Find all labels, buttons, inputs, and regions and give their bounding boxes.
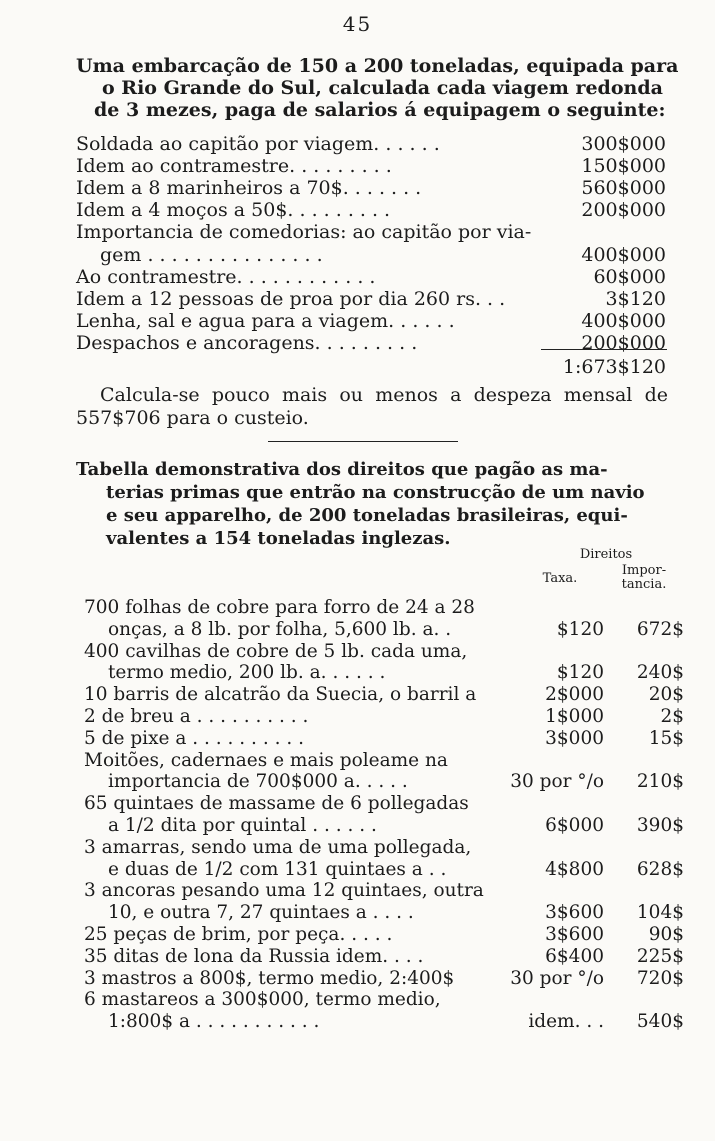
table-cell-description: 3 amarras, sendo uma de uma pollegada,: [84, 836, 472, 858]
heading-line: e seu apparelho, de 200 toneladas brasileiras, equi-: [106, 505, 628, 526]
heading-line: o Rio Grande do Sul, calculada cada viagem redonda: [102, 77, 663, 99]
heading-line: terias primas que entrão na construcção de um navio: [106, 482, 645, 503]
table-cell-taxa: 30 por °/o: [510, 771, 604, 793]
wage-label: Idem a 12 pessoas de proa por dia 260 rs. . .: [76, 287, 506, 310]
heading-line: Uma embarcação de 150 a 200 toneladas, equipada para: [76, 55, 679, 77]
table-cell-description: 3 mastros a 800$, termo medio, 2:400$: [84, 967, 455, 989]
table-cell-description: 6 mastareos a 300$000, termo medio,: [84, 989, 441, 1011]
table-cell-description: termo medio, 200 lb. a. . . . . .: [108, 662, 386, 684]
wage-label: Importancia de comedorias: ao capitão por via-: [76, 221, 532, 244]
table-cell-description: 25 peças de brim, por peça. . . . .: [84, 924, 393, 945]
table-cell-description: 5 de pixe a . . . . . . . . . .: [84, 727, 304, 749]
table-heading: [76, 458, 668, 550]
wage-label: Idem a 8 marinheiros a 70$. . . . . . .: [76, 177, 422, 200]
table-cell-importancia: 210$: [636, 771, 684, 793]
table-cell-taxa: 3$600: [545, 902, 604, 924]
table-cell-description: 35 ditas de lona da Russia idem. . . .: [84, 945, 424, 967]
table-cell-taxa: 3$600: [545, 924, 604, 945]
table-cell-taxa: 4$800: [545, 858, 604, 880]
wage-amount: 200$000: [581, 199, 666, 222]
wage-label: Idem a 4 moços a 50$. . . . . . . . .: [76, 199, 391, 222]
wage-amount: 400$000: [581, 243, 666, 266]
page-number: 45: [342, 12, 373, 36]
table-cell-description: 3 ancoras pesando uma 12 quintaes, outra: [84, 880, 484, 902]
wage-amount: 3$120: [605, 287, 666, 310]
table-cell-importancia: 540$: [636, 1011, 684, 1033]
table-cell-taxa: 6$400: [545, 945, 604, 967]
table-cell-importancia: 628$: [636, 858, 684, 880]
table-cell-importancia: 225$: [636, 945, 684, 967]
table-cell-description: 400 cavilhas de cobre de 5 lb. cada uma,: [84, 640, 468, 662]
wage-amount: 560$000: [581, 177, 666, 200]
col-header-importancia: [612, 564, 676, 592]
table-cell-description: 1:800$ a . . . . . . . . . . .: [108, 1011, 320, 1033]
table-cell-importancia: 672$: [636, 618, 684, 640]
table-cell-taxa: 3$000: [545, 727, 604, 749]
wage-label: Idem ao contramestre. . . . . . . . .: [76, 155, 392, 178]
table-cell-description: Moitões, cadernaes e mais poleame na: [84, 749, 448, 771]
wage-label: Despachos e ancoragens. . . . . . . . .: [76, 331, 418, 354]
col-header-taxa: Taxa.: [542, 571, 578, 586]
wage-label: Soldada ao capitão por viagem. . . . . .: [76, 133, 440, 155]
paragraph-line: 557$706 para o custeio.: [76, 407, 309, 429]
table-cell-taxa: 6$000: [545, 815, 604, 836]
table-cell-importancia: 720$: [636, 967, 684, 989]
table-cell-description: 10 barris de alcatrão da Suecia, o barril a: [84, 684, 477, 706]
wage-amount: 200$000: [581, 331, 666, 354]
table-cell-taxa: 1$000: [545, 706, 604, 727]
wage-label: gem . . . . . . . . . . . . . . .: [100, 243, 323, 266]
table-cell-description: 65 quintaes de massame de 6 pollegadas: [84, 793, 469, 815]
section-heading: [76, 55, 679, 121]
heading-line: valentes a 154 toneladas inglezas.: [106, 528, 451, 549]
paragraph-line: Calcula-se pouco mais ou menos a despeza mensal de: [100, 384, 668, 406]
wage-amount: 300$000: [581, 133, 666, 155]
table-cell-taxa: 30 por °/o: [510, 967, 604, 989]
wage-amount: 150$000: [581, 155, 666, 178]
wage-label: Ao contramestre. . . . . . . . . . . .: [76, 265, 376, 288]
table-cell-description: e duas de 1/2 com 131 quintaes a . .: [108, 858, 447, 880]
section-divider: [268, 441, 458, 442]
table-cell-description: 2 de breu a . . . . . . . . . .: [84, 706, 309, 727]
table-cell-description: importancia de 700$000 a. . . . .: [108, 771, 408, 793]
col-header-importancia-line: Impor-: [621, 563, 667, 578]
table-cell-description: 10, e outra 7, 27 quintaes a . . . .: [108, 902, 414, 924]
table-cell-taxa: $120: [556, 662, 604, 684]
table-cell-importancia: 90$: [648, 924, 684, 945]
heading-line: de 3 mezes, paga de salarios á equipagem o seguinte:: [94, 99, 666, 121]
sum-rule: [541, 349, 667, 350]
table-cell-description: 700 folhas de cobre para forro de 24 a 28: [84, 597, 475, 618]
table-cell-importancia: 104$: [636, 902, 684, 924]
table-cell-taxa: 2$000: [545, 684, 604, 706]
wage-amount: 60$000: [593, 265, 666, 288]
table-cell-taxa: idem. . .: [528, 1011, 604, 1033]
heading-line: Tabella demonstrativa dos direitos que pagão as ma-: [76, 459, 608, 480]
table-cell-importancia: 240$: [636, 662, 684, 684]
table-cell-importancia: 20$: [648, 684, 684, 706]
wages-total: 1:673$120: [562, 356, 666, 378]
table-cell-description: onças, a 8 lb. por folha, 5,600 lb. a. .: [108, 618, 452, 640]
wage-amount: 400$000: [581, 309, 666, 332]
wage-label: Lenha, sal e agua para a viagem. . . . . .: [76, 309, 455, 332]
table-cell-importancia: 390$: [636, 815, 684, 836]
table-cell-importancia: 2$: [660, 706, 684, 727]
col-header-direitos: Direitos: [579, 547, 633, 562]
table-cell-taxa: $120: [556, 618, 604, 640]
table-cell-importancia: 15$: [648, 727, 684, 749]
col-header-importancia-line: tancia.: [621, 577, 667, 592]
table-cell-description: a 1/2 dita por quintal . . . . . .: [108, 815, 377, 836]
expense-paragraph: [76, 384, 668, 430]
